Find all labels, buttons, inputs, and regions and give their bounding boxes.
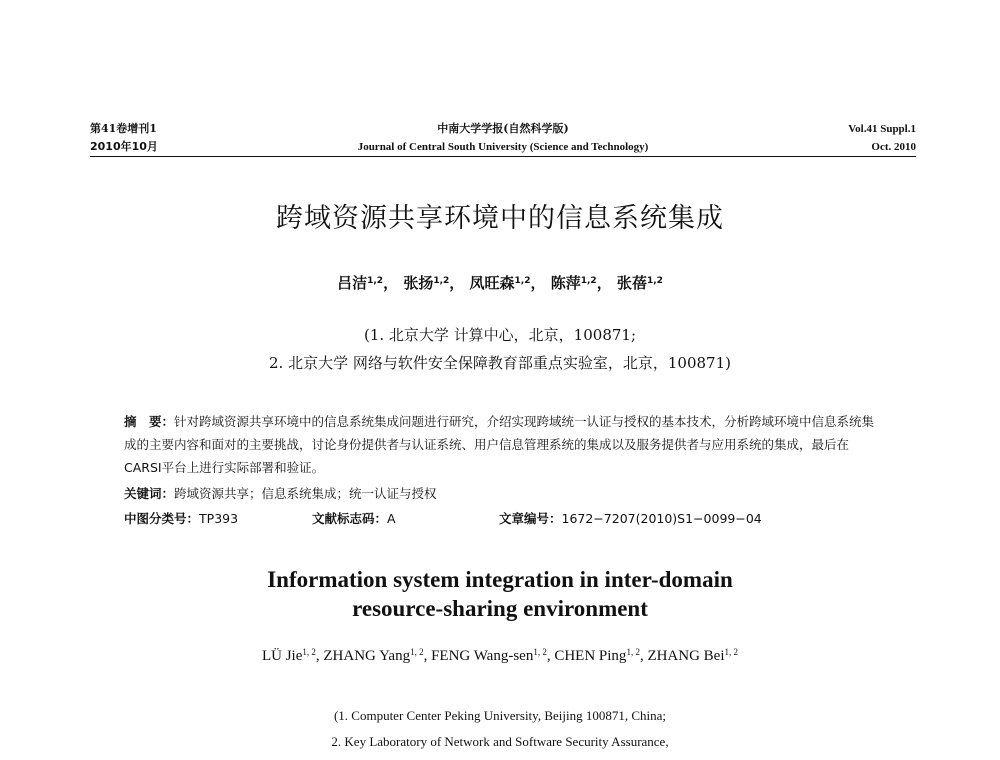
title-en-line-1: Information system integration in inter-domain [267, 567, 733, 592]
author-affil-sup: 1, 2 [533, 647, 547, 658]
author-affil-sup: 1, 2 [626, 647, 640, 658]
author-affil-sup: 1, 2 [410, 647, 424, 658]
author-en: LÜ Jie [261, 648, 303, 664]
author-en: FENG Wang-sen [431, 648, 534, 664]
author-cn: 张扬 [403, 274, 434, 292]
keywords-text: 跨域资源共享；信息系统集成；统一认证与授权 [174, 486, 437, 501]
affiliation-cn-2: 2. 北京大学 网络与软件安全保障教育部重点实验室，北京，100871) [269, 354, 731, 372]
article-number-label: 文章编号： [499, 511, 562, 526]
journal-name-cn: 中南大学学报(自然科学版) [437, 122, 569, 135]
date-cn: 2010年10月 [90, 140, 158, 153]
author-affil-sup: 1,2 [514, 276, 531, 287]
keywords-label: 关键词： [124, 486, 175, 501]
header-rule [90, 156, 916, 157]
abstract-label: 摘 要： [124, 414, 175, 429]
title-en-line-2: resource-sharing environment [352, 596, 648, 621]
document-code-value: A [387, 511, 396, 526]
author-affil-sup: 1, 2 [302, 647, 316, 658]
document-code-label: 文献标志码： [312, 511, 388, 526]
journal-name-en: Journal of Central South University (Science and Technology) [357, 141, 649, 153]
author-affil-sup: 1,2 [433, 276, 450, 287]
document-code [312, 509, 396, 529]
author-affil-sup: 1,2 [580, 276, 597, 287]
author-en: CHEN Ping [554, 648, 627, 664]
clc-number [124, 509, 238, 529]
author-affil-sup: 1,2 [367, 276, 384, 287]
abstract-text: 针对跨域资源共享环境中的信息系统集成问题进行研究，介绍实现跨域统一认证与授权的基本技术，分析跨域环境中信息系统集成的主要内容和面对的主要挑战，讨论身份提供者与认证系统、用户信息管理系统的集成以及服务提供者与应用系统的集成，最后在CARSI平台上进行实际部署和验证。 [124, 414, 875, 475]
author-en: ZHANG Bei [647, 648, 725, 664]
author-affil-sup: 1,2 [646, 276, 663, 287]
authors-en: LÜ Jie$^{1, 2}$, ZHANG Yang$^{1, 2}$, FENG Wang-sen$^{1, 2}$, CHEN Ping$^{1, 2}$, ZHANG Bei$^{1, 2}$ [261, 647, 739, 664]
clc-label: 中图分类号： [124, 511, 200, 526]
keywords-cn [124, 482, 886, 505]
authors-cn: 吕洁$^{1,2}$， 张扬$^{1,2}$， 凤旺森$^{1,2}$， 陈萍$^{1,2}$， 张蓓$^{1,2}$ [337, 274, 663, 292]
title-cn: 跨域资源共享环境中的信息系统集成 [276, 203, 724, 234]
affiliation-cn-1: (1. 北京大学 计算中心，北京，100871; [363, 326, 636, 344]
author-cn: 陈萍 [550, 274, 581, 292]
author-cn: 张蓓 [616, 274, 647, 292]
clc-value: TP393 [199, 511, 239, 526]
abstract-cn [124, 410, 886, 479]
author-affil-sup: 1, 2 [724, 647, 739, 658]
author-en: ZHANG Yang [323, 648, 411, 664]
article-number-value: 1672−7207(2010)S1−0099−04 [561, 511, 762, 526]
article-number [499, 509, 762, 529]
volume-issue-cn: 第41卷增刊1 [90, 122, 157, 135]
date-en: Oct. 2010 [871, 141, 916, 153]
affiliation-en-2: 2. Key Laboratory of Network and Software Security Assurance, [331, 734, 669, 749]
author-cn: 凤旺森 [469, 274, 515, 292]
affiliation-en-1: (1. Computer Center Peking University, Beijing 100871, China; [333, 708, 667, 723]
author-cn: 吕洁 [337, 274, 368, 292]
volume-issue-en: Vol.41 Suppl.1 [848, 123, 916, 135]
